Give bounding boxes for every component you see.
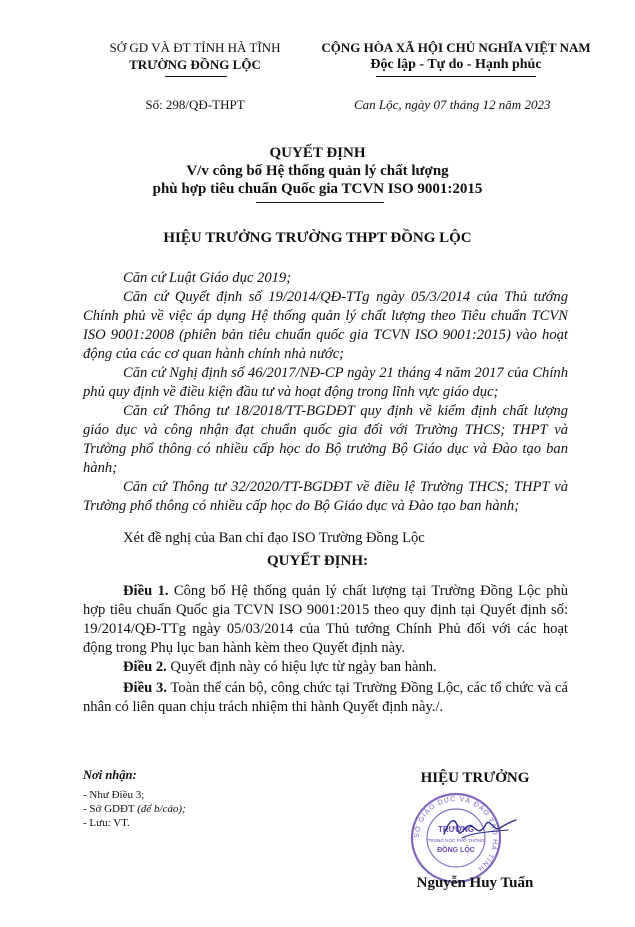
legal-basis-4: Căn cứ Thông tư 18/2018/TT-BGDĐT quy định về kiểm định chất lượng giáo dục và công nhận đạt chuẩn quốc gia đối với Trường THCS; THPT và Trường phổ thông có nhiều cấp học do Bộ trưởng Bộ Giáo dục và Đào tạo ban hành; xyxy=(83,403,568,476)
issuer-underline xyxy=(165,76,227,77)
motto-underline xyxy=(376,76,536,77)
title-underline xyxy=(256,202,384,203)
article-2-text: Quyết định này có hiệu lực từ ngày ban hành. xyxy=(166,659,437,675)
handwritten-signature-icon xyxy=(437,808,520,848)
article-1 xyxy=(83,582,568,658)
article-3-label: Điều 3. xyxy=(123,680,167,696)
svg-text:TRƯỜNG: TRƯỜNG xyxy=(437,825,475,834)
svg-text:TRUNG HỌC PHỔ THÔNG: TRUNG HỌC PHỔ THÔNG xyxy=(427,838,485,843)
recipient-item: - Sở GDĐT (để b/cáo); xyxy=(83,803,186,815)
signer-title: HIỆU TRƯỞNG xyxy=(420,770,530,786)
document-title: QUYẾT ĐỊNH xyxy=(269,145,366,161)
issuing-authority: HIỆU TRƯỞNG TRƯỜNG THPT ĐỒNG LỘC xyxy=(163,230,472,246)
recipients-heading: Nơi nhận: xyxy=(83,768,137,782)
legal-basis-5: Căn cứ Thông tư 32/2020/TT-BGDĐT về điều lệ Trường THCS; THPT và Trường phổ thông có nhiều cấp học do Bộ Giáo dục và Đào tạo ban hành; xyxy=(83,479,568,514)
issuer-department: SỞ GD VÀ ĐT TỈNH HÀ TĨNH xyxy=(109,40,281,55)
decides-heading: QUYẾT ĐỊNH: xyxy=(267,553,368,569)
article-1-text: Công bố Hệ thống quản lý chất lượng tại Trường Đồng Lộc phù hợp tiêu chuẩn Quốc gia TCVN ISO 9001:2015 theo quy định tại Quyết định số: 19/2014/QĐ-TTg ngày 05/03/2014 của Thủ tướng Chính Phủ đối với các hoạt động trong Phụ lục ban hành kèm theo Quyết định này. xyxy=(83,583,568,656)
svg-text:ĐỒNG LỘC: ĐỒNG LỘC xyxy=(437,847,475,854)
legal-basis-2: Căn cứ Quyết định số 19/2014/QĐ-TTg ngày 05/3/2014 của Thủ tướng Chính phủ về việc áp dụng Hệ thống quản lý chất lượng theo Tiêu chuẩn TCVN ISO 9001:2008 (phiên bản tiêu chuẩn quốc gia TCVN ISO 9001:2015) vào hoạt động của các cơ quan hành chính nhà nước; xyxy=(83,289,568,362)
article-3-text: Toàn thể cán bộ, công chức tại Trường Đồng Lộc, các tổ chức và cá nhân có liên quan chịu trách nhiệm thi hành Quyết định này./. xyxy=(83,680,568,715)
article-1-label: Điều 1. xyxy=(123,583,169,599)
place-date: Can Lộc, ngày 07 tháng 12 năm 2023 xyxy=(354,97,551,112)
document-number: Số: 298/QĐ-THPT xyxy=(145,97,245,112)
proposal-line: Xét đề nghị của Ban chỉ đạo ISO Trường Đồng Lộc xyxy=(123,530,425,546)
legal-basis-1: Căn cứ Luật Giáo dục 2019; xyxy=(123,270,292,286)
legal-basis-3: Căn cứ Nghị định số 46/2017/NĐ-CP ngày 21 tháng 4 năm 2017 của Chính phủ quy định về điều kiện đầu tư và hoạt động trong lĩnh vực giáo dục; xyxy=(83,365,568,400)
article-2 xyxy=(83,658,568,677)
national-title: CỘNG HÒA XÃ HỘI CHỦ NGHĨA VIỆT NAM xyxy=(321,40,591,55)
national-motto: Độc lập - Tự do - Hạnh phúc xyxy=(370,57,542,72)
recipient-item: - Lưu: VT. xyxy=(83,817,130,829)
issuer-school: TRƯỜNG ĐỒNG LỘC xyxy=(129,57,261,72)
document-subject-line1: V/v công bố Hệ thống quản lý chất lượng xyxy=(186,163,449,179)
article-3 xyxy=(83,679,568,717)
signer-name: Nguyễn Huy Tuấn xyxy=(416,875,534,891)
document-subject-line2: phù hợp tiêu chuẩn Quốc gia TCVN ISO 9001:2015 xyxy=(152,181,483,197)
svg-text:SỞ GIÁO DỤC VÀ ĐÀO TẠO HÀ TĨNH: SỞ GIÁO DỤC VÀ ĐÀO TẠO HÀ TĨNH xyxy=(413,795,499,873)
article-2-label: Điều 2. xyxy=(123,659,167,675)
recipients-list xyxy=(83,788,186,830)
recipient-item: - Như Điều 3; xyxy=(83,789,145,801)
